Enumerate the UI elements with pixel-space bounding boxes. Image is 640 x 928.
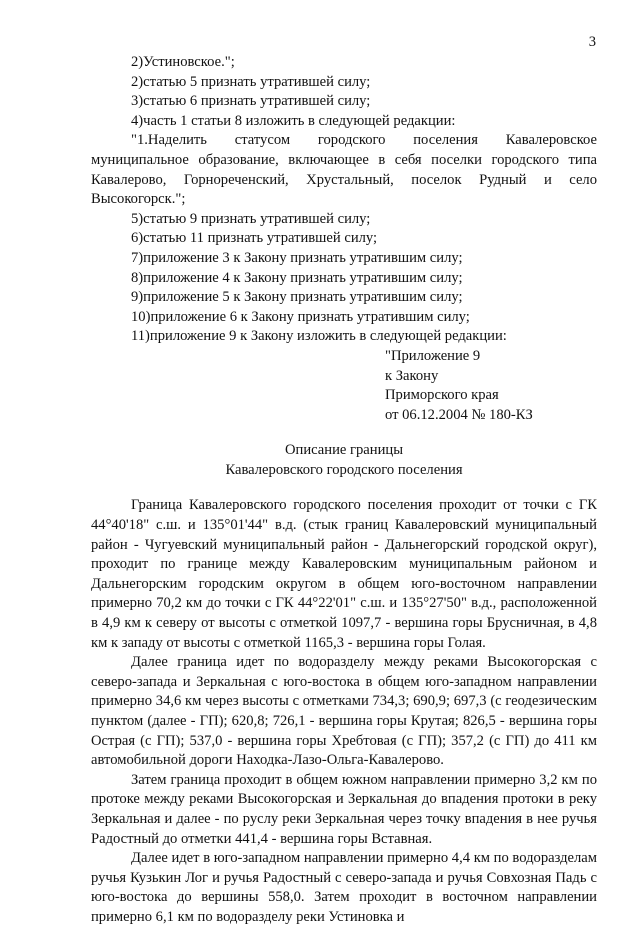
amendment-line: 5)статью 9 признать утратившей силу;	[131, 210, 371, 227]
title-line-2: Кавалеровского городского поселения	[225, 461, 463, 478]
appendix-header-line: "Приложение 9	[385, 347, 481, 364]
amendment-line: 9)приложение 5 к Закону признать утратившим силу;	[131, 289, 463, 306]
amendment-line: 10)приложение 6 к Закону признать утратившим силу;	[131, 308, 470, 325]
amendment-line: 3)статью 6 признать утратившей силу;	[131, 93, 371, 110]
body-paragraph: Далее граница идет по водоразделу между реками Высокогорская с северо-запада и Зеркальная с юго-востока в общем юго-западном направлении примерно 34,6 км через высоты с отметками 734,3; 690,9; 697,3 (с геодезическим пунктом (далее - ГП); 620,8; 726,1 - вершина горы Крутая; 826,5 - вершина горы Острая (с ГП); 537,0 - вершина горы Хребтовая (с ГП); 357,2 (с ГП) до 411 км автомобильной дороги Находка-Лазо-Ольга-Кавалерово.	[91, 654, 597, 769]
amendment-line: 8)приложение 4 к Закону признать утратившим силу;	[131, 269, 463, 286]
title-line-1: Описание границы	[284, 442, 404, 459]
quoted-article-text: "1.Наделить статусом городского поселения Кавалеровское муниципальное образование, включающее в себя поселки городского типа Кавалерово, Горнореченский, Хрустальный, поселок Рудный и село Высокогорск.";	[91, 132, 597, 208]
body-paragraph: Далее идет в юго-западном направлении примерно 4,4 км по водоразделам ручья Кузькин Лог и ручья Радостный с северо-запада и ручья Совхозная Падь с юго-востока до вершины 558,0. Затем проходит в восточном направлении примерно 6,1 км по водоразделу реки Устиновка и	[91, 850, 597, 925]
appendix-header-line: к Закону	[385, 367, 439, 384]
amendment-line: 11)приложение 9 к Закону изложить в следующей редакции:	[131, 328, 507, 345]
body-paragraph: Граница Кавалеровского городского поселения проходит от точки с ГК 44°40'18" с.ш. и 135°01'44" в.д. (стык границ Кавалеровский муниципальный район - Чугуевский муниципальный район - Дальнегорский городской округ), проходит по границе между Кавалеровским муниципальным районом и Дальнегорским городским округом в общем юго-восточном направлении примерно 70,2 км до точки с ГК 44°22'01" с.ш. и 135°27'50" в.д., расположенной в 4,9 км к северу от высоты с отметкой 1097,7 - вершина горы Брусничная, в 4,8 км к западу от высоты с отметкой 1165,3 - вершина горы Голая.	[91, 497, 597, 651]
amendment-line: 2)Устиновское.";	[131, 54, 235, 70]
appendix-header-line: Приморского края	[385, 387, 499, 404]
section-title	[91, 441, 597, 480]
amendment-line: 6)статью 11 признать утратившей силу;	[131, 230, 378, 247]
body-paragraph: Затем граница проходит в общем южном направлении примерно 3,2 км по протоке между реками Высокогорская и Зеркальная до впадения протоки в реку Зеркальная и далее - по руслу реки Зеркальная через точку впадения в нее ручья Радостный до отметки 441,4 - вершина горы Вставная.	[91, 771, 597, 847]
appendix-header-line: от 06.12.2004 № 180-КЗ	[385, 406, 533, 423]
page-number: 3	[588, 34, 596, 50]
document-page	[91, 53, 597, 928]
amendment-line: 7)приложение 3 к Закону признать утратившим силу;	[131, 249, 463, 266]
appendix-header	[385, 347, 597, 425]
amendment-line: 2)статью 5 признать утратившей силу;	[131, 73, 371, 90]
amendment-line: 4)часть 1 статьи 8 изложить в следующей редакции:	[131, 112, 456, 129]
